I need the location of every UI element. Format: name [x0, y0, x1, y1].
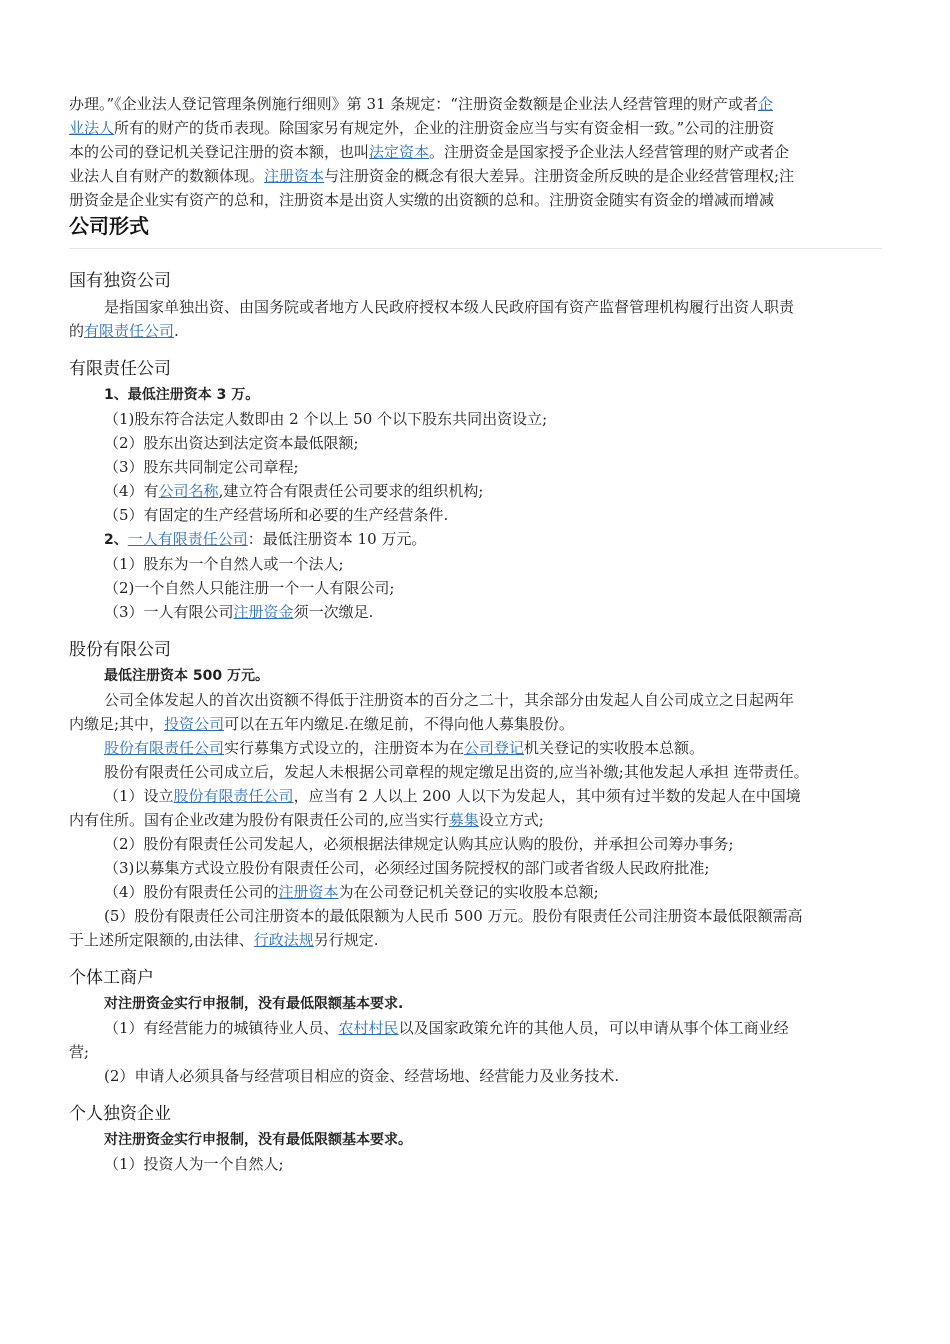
intro-text: 本的公司的登记机关登记注册的资本额，也叫 — [69, 143, 370, 161]
list-item: （1）有经营能力的城镇待业人员、农村村民以及国家政策允许的其他人员，可以申请从事个体工商业经 — [104, 1019, 789, 1037]
link-company-name[interactable]: 公司名称 — [158, 482, 219, 500]
link-registered-funds[interactable]: 注册资金 — [233, 603, 294, 621]
link-enterprise-legal-person-cont[interactable]: 业法人 — [69, 119, 115, 137]
subheading: 2、一人有限责任公司：最低注册资本 10 万元。 — [104, 530, 427, 548]
intro-text: 业法人自有财产的数额体现。 — [69, 167, 265, 185]
section-title-sole-proprietorship: 个人独资企业 — [69, 1104, 171, 1124]
intro-text: 办理。”《企业法人登记管理条例施行细则》第 31 条规定：“注册资金数额是企业法人经营管理的财产或者 — [69, 95, 758, 113]
section-title-joint-stock: 股份有限公司 — [69, 640, 171, 660]
list-item-cont: 营; — [69, 1043, 90, 1061]
section-paragraph: 是指国家单独出资、由国务院或者地方人民政府授权本级人民政府国有资产监督管理机构履行出资人职责 — [104, 298, 795, 316]
list-item-cont: 于上述所定限额的,由法律、行政法规另行规定. — [69, 931, 379, 949]
link-registered-capital[interactable]: 注册资本 — [264, 167, 325, 185]
list-item: （2）股份有限责任公司发起人，必须根据法律规定认购其应认购的股份，并承担公司筹办事务; — [104, 835, 734, 853]
section-title-individual-business: 个体工商户 — [69, 968, 154, 988]
list-item: （1）设立股份有限责任公司，应当有 2 人以上 200 人以下为发起人，其中须有过半数的发起人在中国境 — [104, 787, 801, 805]
intro-text: 册资金是企业实有资产的总和，注册资本是出资人实缴的出资额的总和。注册资金随实有资金的增减而增减 — [69, 191, 775, 209]
section-paragraph: 股份有限责任公司实行募集方式设立的，注册资本为在公司登记机关登记的实收股本总额。 — [104, 739, 705, 757]
section-paragraph: 内缴足;其中，投资公司可以在五年内缴足.在缴足前，不得向他人募集股份。 — [69, 715, 574, 733]
list-item: (5）股份有限责任公司注册资本的最低限额为人民币 500 万元。股份有限责任公司注册资本最低限额需高 — [104, 907, 803, 925]
list-item-cont: 内有住所。国有企业改建为股份有限责任公司的,应当实行募集设立方式; — [69, 811, 544, 829]
intro-text: 。注册资金是国家授予企业法人经营管理的财产或者企 — [429, 143, 790, 161]
link-limited-liability-company[interactable]: 有限责任公司 — [84, 322, 175, 340]
document-page — [69, 92, 882, 1176]
list-item: （4）股份有限责任公司的注册资本为在公司登记机关登记的实收股本总额; — [104, 883, 599, 901]
link-registered-capital-2[interactable]: 注册资本 — [278, 883, 339, 901]
list-item: （1）投资人为一个自然人; — [104, 1155, 284, 1173]
list-item: （4）有公司名称,建立符合有限责任公司要求的组织机构; — [104, 482, 484, 500]
link-company-registration[interactable]: 公司登记 — [464, 739, 525, 757]
intro-paragraph — [69, 92, 882, 212]
list-item: （2）股东出资达到法定资本最低限额; — [104, 434, 359, 452]
subheading: 对注册资金实行申报制，没有最低限额基本要求。 — [104, 1132, 412, 1148]
list-item: （2)一个自然人只能注册一个一人有限公司; — [104, 579, 395, 597]
subheading: 对注册资金实行申报制，没有最低限额基本要求. — [104, 996, 404, 1012]
section-paragraph: 股份有限责任公司成立后，发起人未根据公司章程的规定缴足出资的,应当补缴;其他发起人承担 连带责任。 — [104, 763, 809, 781]
link-one-person-llc[interactable]: 一人有限责任公司 — [127, 530, 248, 548]
link-investment-company[interactable]: 投资公司 — [164, 715, 225, 733]
subheading: 1、最低注册资本 3 万。 — [104, 387, 260, 403]
list-item: (2）申请人必须具备与经营项目相应的资金、经营场地、经营能力及业务技术. — [104, 1067, 620, 1085]
section-title-limited-liability: 有限责任公司 — [69, 359, 171, 379]
link-fundraising[interactable]: 募集 — [448, 811, 479, 829]
link-administrative-regulations[interactable]: 行政法规 — [253, 931, 314, 949]
link-joint-stock-company-2[interactable]: 股份有限责任公司 — [173, 787, 294, 805]
link-joint-stock-company[interactable]: 股份有限责任公司 — [104, 739, 225, 757]
list-item: （3）一人有限公司注册资金须一次缴足. — [104, 603, 374, 621]
intro-text: 与注册资金的概念有很大差异。注册资金所反映的是企业经营管理权;注 — [324, 167, 795, 185]
link-enterprise-legal-person[interactable]: 企 — [757, 95, 773, 113]
list-item: （1)股东符合法定人数即由 2 个以上 50 个以下股东共同出资设立; — [104, 410, 548, 428]
page-heading: 公司形式 — [69, 212, 882, 249]
subheading: 最低注册资本 500 万元。 — [104, 668, 269, 684]
intro-text: 所有的财产的货币表现。除国家另有规定外，企业的注册资金应当与实有资金相一致。”公司的注册资 — [114, 119, 775, 137]
section-paragraph: 的有限责任公司. — [69, 322, 179, 340]
list-item: （5）有固定的生产经营场所和必要的生产经营条件. — [104, 506, 449, 524]
list-item: （3)以募集方式设立股份有限责任公司，必须经过国务院授权的部门或者省级人民政府批准; — [104, 859, 710, 877]
section-paragraph: 公司全体发起人的首次出资额不得低于注册资本的百分之二十，其余部分由发起人自公司成立之日起两年 — [104, 691, 795, 709]
link-rural-residents[interactable]: 农村村民 — [338, 1019, 399, 1037]
link-legal-capital[interactable]: 法定资本 — [369, 143, 430, 161]
section-title-state-owned: 国有独资公司 — [69, 271, 171, 291]
list-item: （3）股东共同制定公司章程; — [104, 458, 299, 476]
list-item: （1）股东为一个自然人或一个法人; — [104, 555, 344, 573]
